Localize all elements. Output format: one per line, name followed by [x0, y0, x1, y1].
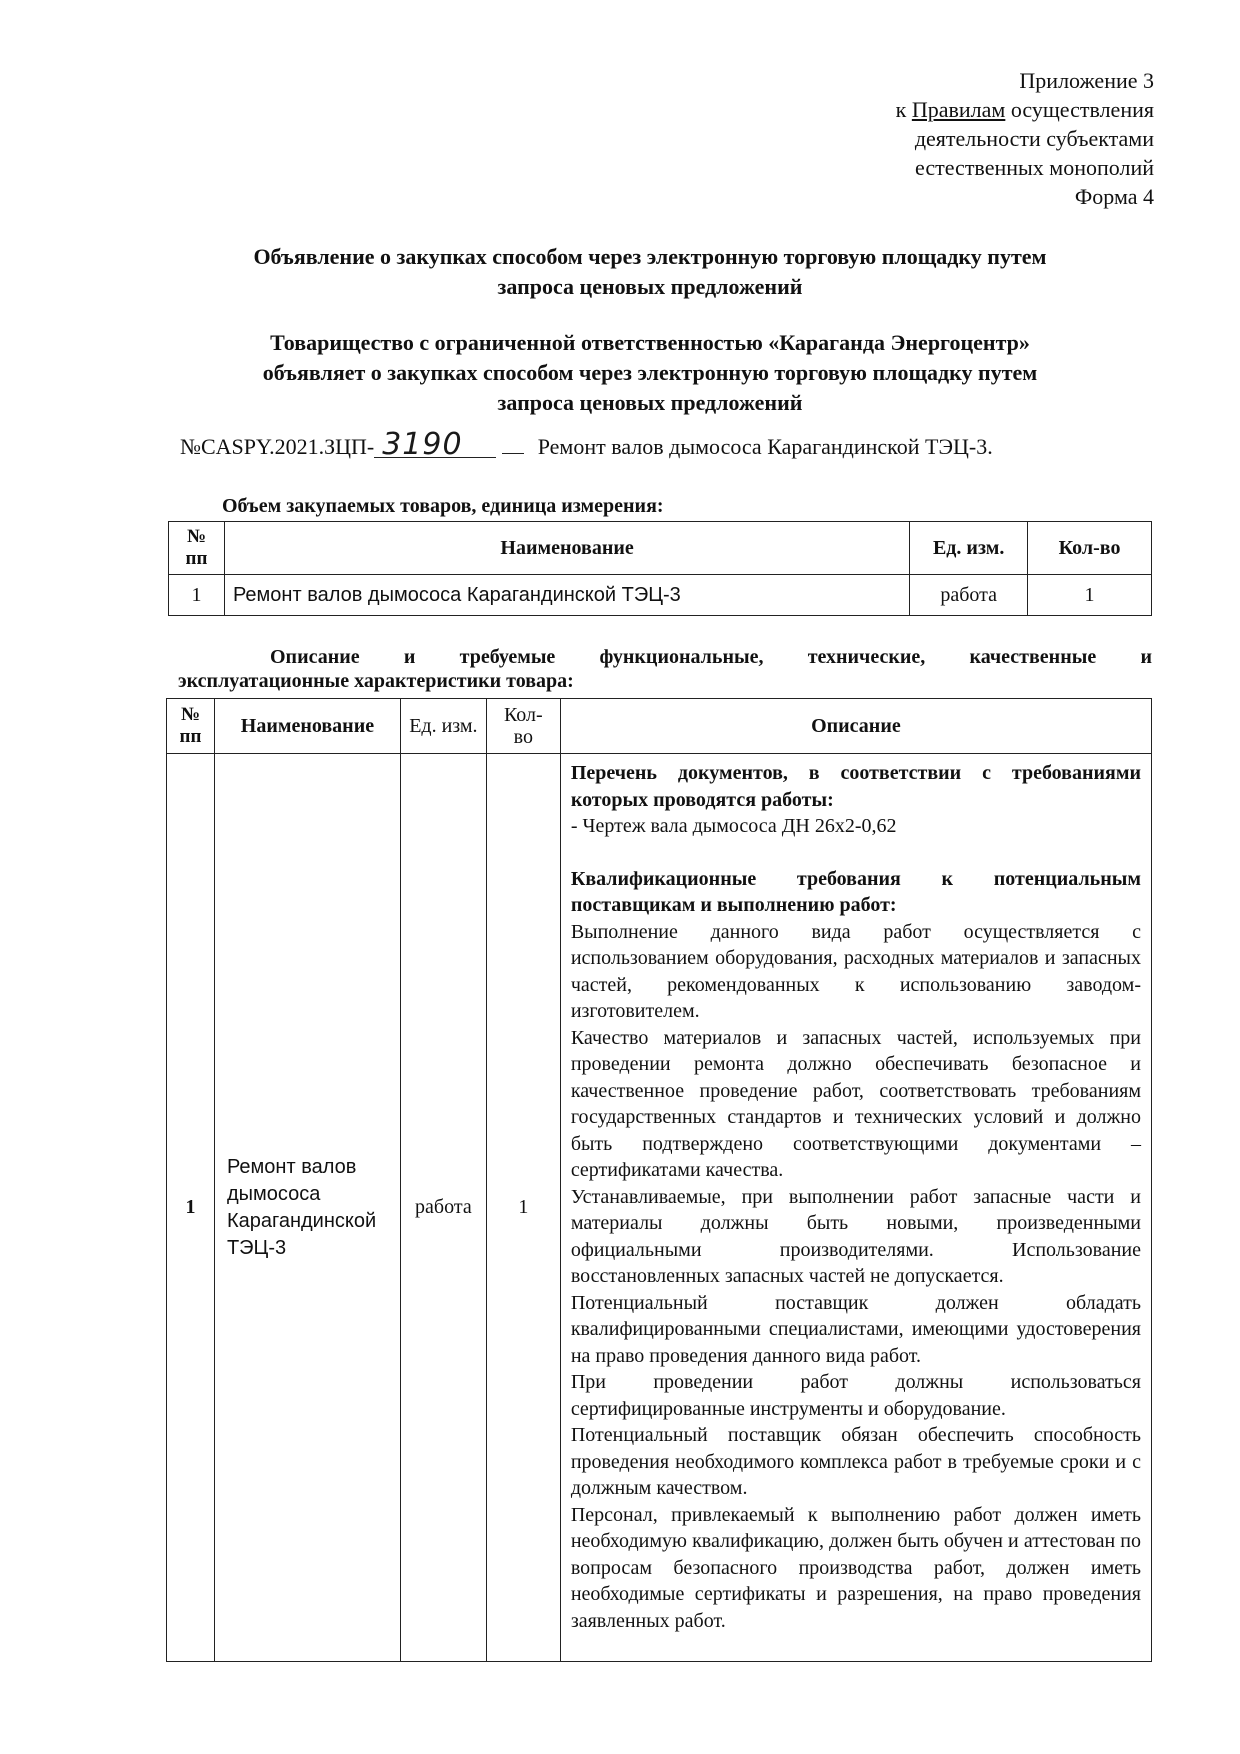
form-number: Форма 4 [1074, 184, 1154, 209]
label-word: Описание [270, 646, 360, 668]
label-word: и [403, 646, 416, 668]
cell-unit: работа [400, 754, 486, 1662]
requirement-paragraph: Качество материалов и запасных частей, используемых при проведении ремонта должно обеспечивать безопасное и качественное проведение работ, соответствовать требованиям государственных стандартов и технических условий и должно быть подтверждено соответствующими документами – сертификатами качества. [570, 1026, 1141, 1181]
cell-unit: работа [910, 575, 1028, 616]
procurement-subject: Ремонт валов дымососа Карагандинской ТЭЦ-3. [537, 434, 993, 459]
heading-line: Объявление о закупках способом через электронную торговую площадку путем [253, 244, 1047, 269]
organizer-line: Товарищество с ограниченной ответственностью «Караганда Энергоцентр» [270, 330, 1030, 355]
label-word: технические, [807, 646, 926, 668]
description-section-label [178, 645, 1152, 693]
cell-qty: 1 [486, 754, 560, 1662]
announcement-heading [170, 242, 1130, 302]
handwritten-number: 3190 [374, 433, 496, 458]
requirement-paragraph: При проведении работ должны использоваться сертифицированные инструменты и оборудование. [570, 1371, 1141, 1420]
cell-name: Ремонт валов дымососа Карагандинской ТЭЦ-3 [224, 575, 909, 616]
heading-line: запроса ценовых предложений [497, 274, 803, 299]
documents-heading: Перечень документов, в соответствии с требованиями которых проводятся работы: [570, 762, 1141, 811]
procurement-number-line [180, 427, 1130, 462]
col-header-num: № пп [169, 522, 225, 575]
requirement-paragraph: Персонал, привлекаемый к выполнению работ должен иметь необходимую квалификацию, должен быть обучен и аттестован по вопросам безопасного производства работ, должен иметь необходимые сертификаты и разрешения, на право проведения заявленных работ. [570, 1503, 1141, 1632]
spacer [571, 840, 1141, 866]
cell-description [560, 754, 1151, 1662]
col-header-name: Наименование [224, 522, 909, 575]
appendix-line: Приложение 3 [1019, 68, 1154, 93]
col-header-name: Наименование [214, 699, 400, 754]
col-header-desc: Описание [560, 699, 1151, 754]
blank-line [502, 453, 524, 454]
label-line: эксплуатационные характеристики товара: [178, 670, 574, 692]
requirement-paragraph: Выполнение данного вида работ осуществляется с использованием оборудования, расходных материалов и запасных частей, рекомендованных к использованию заводом-изготовителем. [570, 920, 1141, 1022]
qualification-heading: Квалификационные требования к потенциальным поставщикам и выполнению работ: [570, 867, 1141, 916]
col-header-qty: Кол-во [1028, 522, 1152, 575]
col-header-unit: Ед. изм. [400, 699, 486, 754]
description-table [166, 698, 1152, 1662]
label-word: требуемые [459, 646, 556, 668]
appendix-line: естественных монополий [915, 155, 1154, 180]
requirement-paragraph: Потенциальный поставщик обязан обеспечить способность проведения необходимого комплекса работ в требуемые сроки и с должным качеством. [570, 1424, 1141, 1499]
table-header-row [169, 522, 1152, 575]
appendix-line: деятельности субъектами [914, 126, 1154, 151]
procurement-prefix: №CASPY.2021.ЗЦП- [180, 434, 375, 459]
appendix-line [654, 95, 1154, 124]
cell-num: 1 [169, 575, 225, 616]
volume-section-label: Объем закупаемых товаров, единица измерения: [222, 495, 664, 517]
col-header-qty: Кол-во [486, 699, 560, 754]
table-header-row [167, 699, 1152, 754]
col-header-unit: Ед. изм. [910, 522, 1028, 575]
appendix-suffix: осуществления [1005, 97, 1154, 122]
table-row [167, 754, 1152, 1662]
rules-link[interactable]: Правилам [911, 97, 1006, 122]
label-word: качественные [969, 646, 1097, 668]
organizer-line: запроса ценовых предложений [497, 390, 803, 415]
appendix-block [654, 66, 1154, 211]
cell-name: Ремонт валов дымососа Карагандинской ТЭЦ-3 [214, 754, 400, 1662]
label-line-justified [178, 645, 1152, 669]
volume-table [168, 521, 1152, 616]
label-word: и [1140, 646, 1152, 668]
appendix-prefix: к [895, 97, 912, 122]
requirement-paragraph: Потенциальный поставщик должен обладать квалифицированными специалистами, имеющими удостоверения на право проведения данного вида работ. [570, 1291, 1141, 1367]
requirement-paragraph: Устанавливаемые, при выполнении работ запасные части и материалы должны быть новыми, произведенными официальными производителями. Использование восстановленных запасных частей не допускается. [570, 1185, 1141, 1287]
organizer-line: объявляет о закупках способом через электронную торговую площадку путем [262, 360, 1038, 385]
organizer-heading [170, 328, 1130, 418]
cell-num: 1 [167, 754, 215, 1662]
col-header-num: № пп [167, 699, 215, 754]
cell-qty: 1 [1028, 575, 1152, 616]
table-row [169, 575, 1152, 616]
documents-item: - Чертеж вала дымососа ДН 26х2-0,62 [570, 815, 897, 837]
label-word: функциональные, [599, 646, 764, 668]
